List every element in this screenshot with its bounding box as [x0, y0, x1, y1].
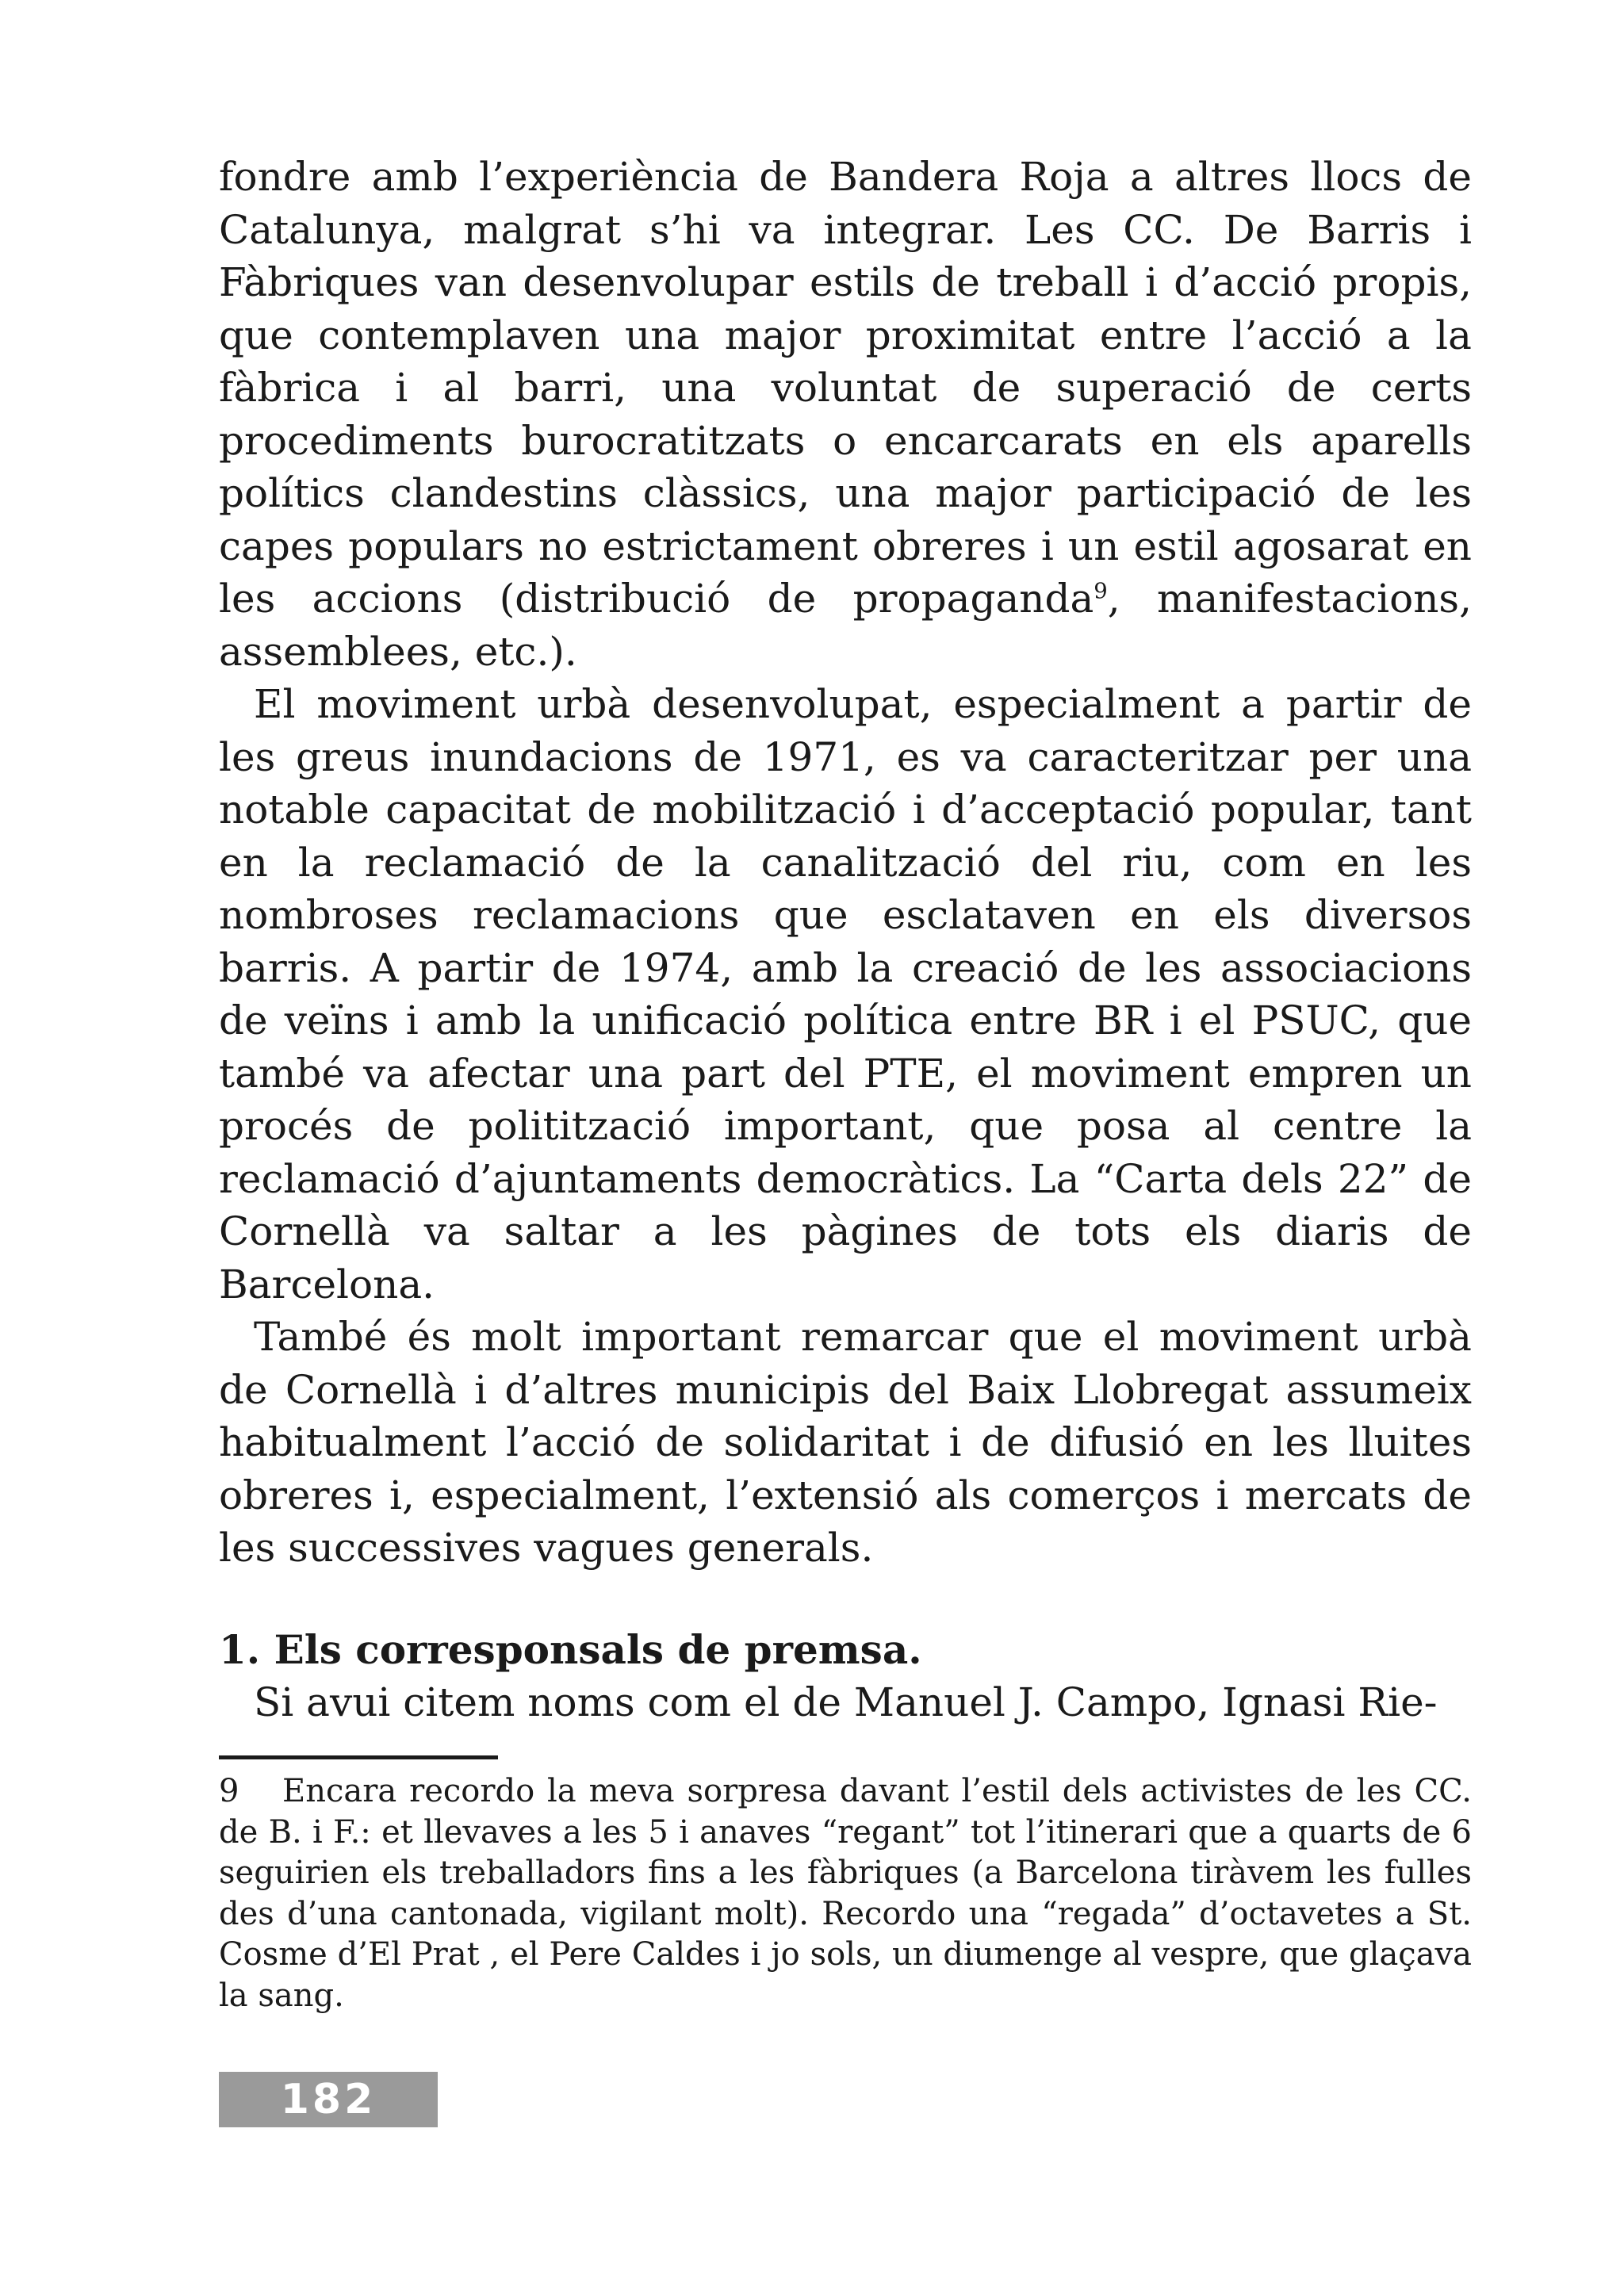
footnote-reference: 9 — [1094, 578, 1108, 604]
body-text — [219, 151, 1472, 1729]
footnote-text: Encara recordo la meva sorpresa davant l’estil dels activistes de les CC. de B. i F.: et llevaves a les 5 i anaves “regant” tot l’itinerari que a quarts de 6 seguirien els treballadors fins a les fàbriques (a Barcelona tiràvem les fulles des d’una cantonada, vigilant molt). Recordo una “regada” d’octavetes a St. Cosme d’El Prat , el Pere Caldes i jo sols, un diumenge al vespre, que glaçava la sang. — [219, 1773, 1472, 2014]
paragraph-1-text-end: , manifestacions, assemblees, etc.). — [219, 576, 1472, 675]
section-first-line: Si avui citem noms com el de Manuel J. Campo, Ignasi Rie- — [254, 1679, 1438, 1725]
page-number-badge — [219, 2072, 438, 2127]
paragraph-2: El moviment urbà desenvolupat, especialment a partir de les greus inundacions de 1971, es va caracteritzar per una notable capacitat de mobilització i d’acceptació popular, tant en la reclamació de la canalització del riu, com en les nombroses reclamacions que esclataven en els diversos barris. A partir de 1974, amb la creació de les associacions de veïns i amb la unificació política entre BR i el PSUC, que també va afectar una part del PTE, el moviment empren un procés de politització important, que posa al centre la reclamació d’ajuntaments democràtics. La “Carta dels 22” de Cornellà va saltar a les pàgines de tots els diaris de Barcelona. — [219, 681, 1472, 1307]
paragraph-1-text: fondre amb l’experiència de Bandera Roja a altres llocs de Catalunya, malgrat s’hi va integrar. Les CC. De Barris i Fàbriques van desenvolupar estils de treball i d’acció propis, que contemplaven una major proximitat entre l’acció a la fàbrica i al barri, una voluntat de superació de certs procediments burocratitzats o encarcarats en els aparells polítics clandestins clàssics, una major participació de les capes populars no estrictament obreres i un estil agosarat en les accions (distribució de propaganda — [219, 154, 1472, 622]
section-heading: 1. Els corresponsals de premsa. — [219, 1625, 922, 1673]
paragraph-3: També és molt important remarcar que el moviment urbà de Cornellà i d’altres municipis del Baix Llobregat assumeix habitualment l’acció de solidaritat i de difusió en les lluites obreres i, especialment, l’extensió als comerços i mercats de les successives vagues generals. — [219, 1314, 1472, 1571]
page-number: 182 — [280, 2076, 377, 2123]
footnote-number: 9 — [219, 1773, 239, 1809]
paragraph-1 — [219, 151, 1472, 678]
footnote — [219, 1771, 1472, 2016]
footnote-divider — [219, 1755, 498, 1759]
